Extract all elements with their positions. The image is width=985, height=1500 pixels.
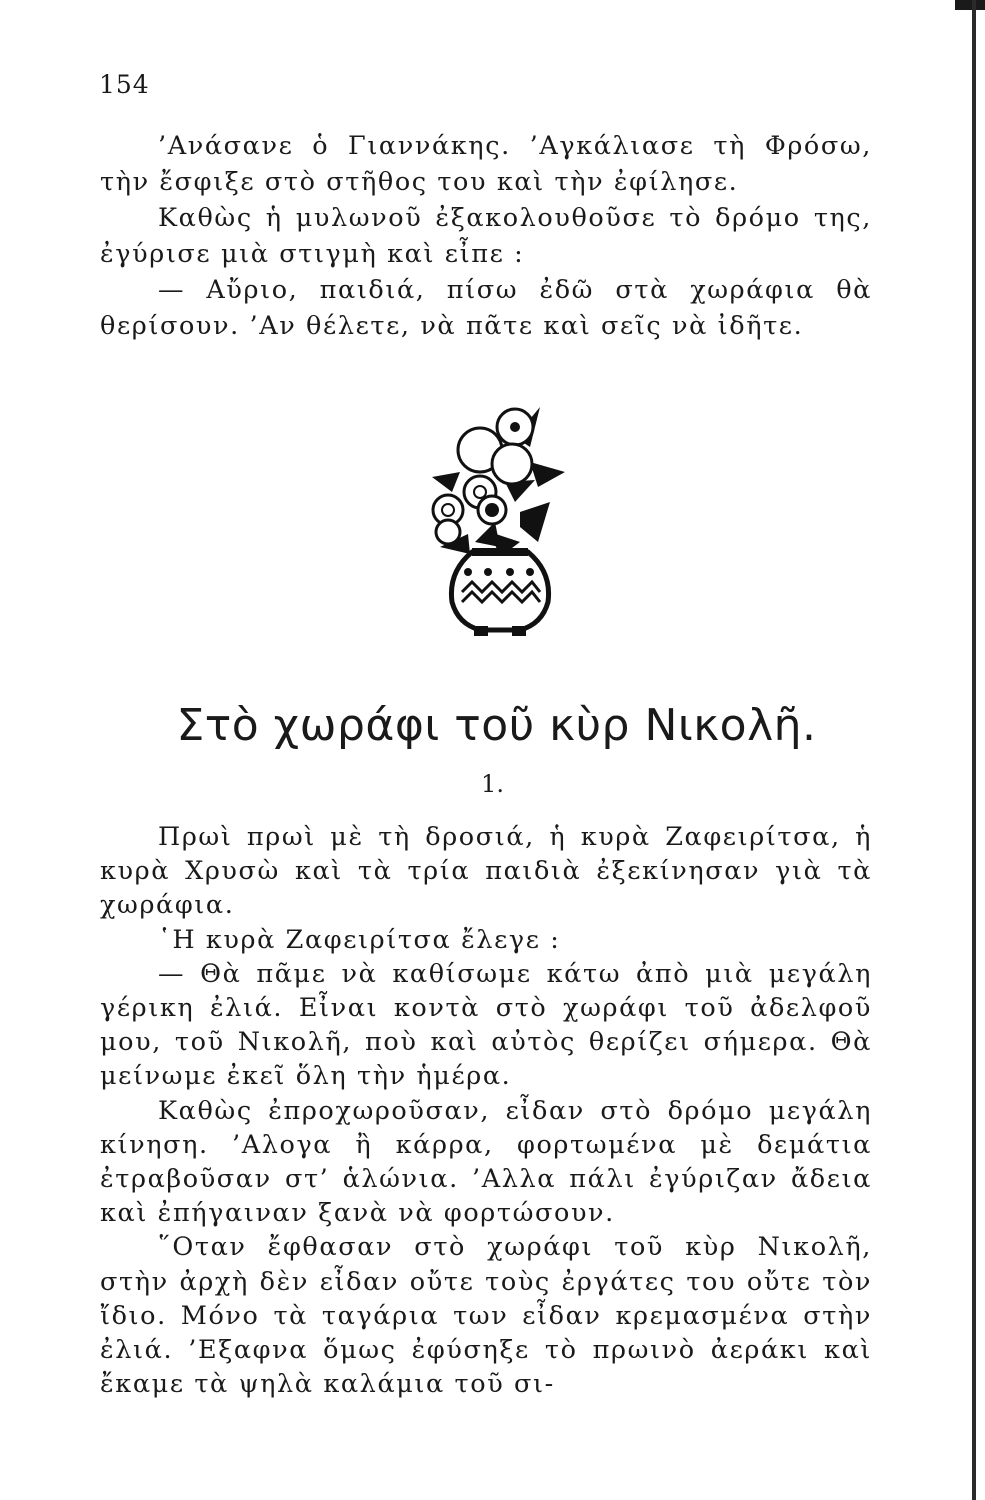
paragraph: Καθὼς ἐπροχωροῦσαν, εἶδαν στὸ δρόμο μεγάλη κίνηση. ’Αλογα ἢ κάρρα, φορτωμένα μὲ δεμάτια ἐτραβοῦσαν στ’ ἁλώνια. ’Αλλα πάλι ἐγύριζαν ἄδεια καὶ ἐπήγαιναν ξανὰ νὰ φορτώσουν. bbox=[100, 1095, 872, 1229]
page-number: 154 bbox=[99, 70, 150, 99]
top-text-block bbox=[100, 128, 872, 344]
paragraph: ῞Οταν ἔφθασαν στὸ χωράφι τοῦ κὺρ Νικολῆ, στὴν ἀρχὴ δὲν εἶδαν οὔτε τοὺς ἐργάτες του οὔτε τὸν ἴδιο. Μόνο τὰ ταγάρια των εἶδαν κρεμασμένα στὴν ἐλιά. ’Εξαφνα ὅμως ἐφύσηξε τὸ πρωινὸ ἀεράκι καὶ ἔκαμε τὰ ψηλὰ καλάμια τοῦ σι- bbox=[100, 1232, 872, 1400]
paragraph: ῾Η κυρὰ Ζαφειρίτσα ἔλεγε : bbox=[158, 924, 561, 955]
paragraph: Καθὼς ἡ μυλωνοῦ ἐξακολουθοῦσε τὸ δρόμο της, ἐγύρισε μιὰ στιγμὴ καὶ εἶπε : bbox=[100, 203, 872, 269]
flower-vase-icon bbox=[420, 402, 580, 642]
dialogue-paragraph: — Θὰ πᾶμε νὰ καθίσωμε κάτω ἀπὸ μιὰ μεγάλη γέρικη ἐλιά. Εἶναι κοντὰ στὸ χωράφι τοῦ ἀδελφοῦ μου, τοῦ Νικολῆ, ποὺ καὶ αὐτὸς θερίζει σήμερα. Θὰ μείνωμε ἐκεῖ ὅλη τὴν ἡμέρα. bbox=[100, 958, 872, 1092]
chapter-title: Στὸ χωράφι τοῦ κὺρ Νικολῆ. bbox=[176, 700, 817, 751]
paragraph: Πρωὶ πρωὶ μὲ τὴ δροσιά, ἡ κυρὰ Ζαφειρίτσα, ἡ κυρὰ Χρυσὼ καὶ τὰ τρία παιδιὰ ἐξεκίνησαν γιὰ τὰ χωράφια. bbox=[100, 822, 872, 921]
dialogue-paragraph: — Αὔριο, παιδιά, πίσω ἐδῶ στὰ χωράφια θὰ θερίσουν. ’Αν θέλετε, νὰ πᾶτε καὶ σεῖς νὰ ἰδῆτε. bbox=[100, 275, 872, 341]
bottom-text-block bbox=[100, 820, 872, 1401]
paragraph: ’Ανάσανε ὁ Γιαννάκης. ’Αγκάλιασε τὴ Φρόσω, τὴν ἔσφιξε στὸ στῆθος του καὶ τὴν ἐφίλησε. bbox=[100, 131, 872, 197]
scan-edge-top bbox=[955, 0, 985, 10]
chapter-number: 1. bbox=[481, 770, 504, 798]
